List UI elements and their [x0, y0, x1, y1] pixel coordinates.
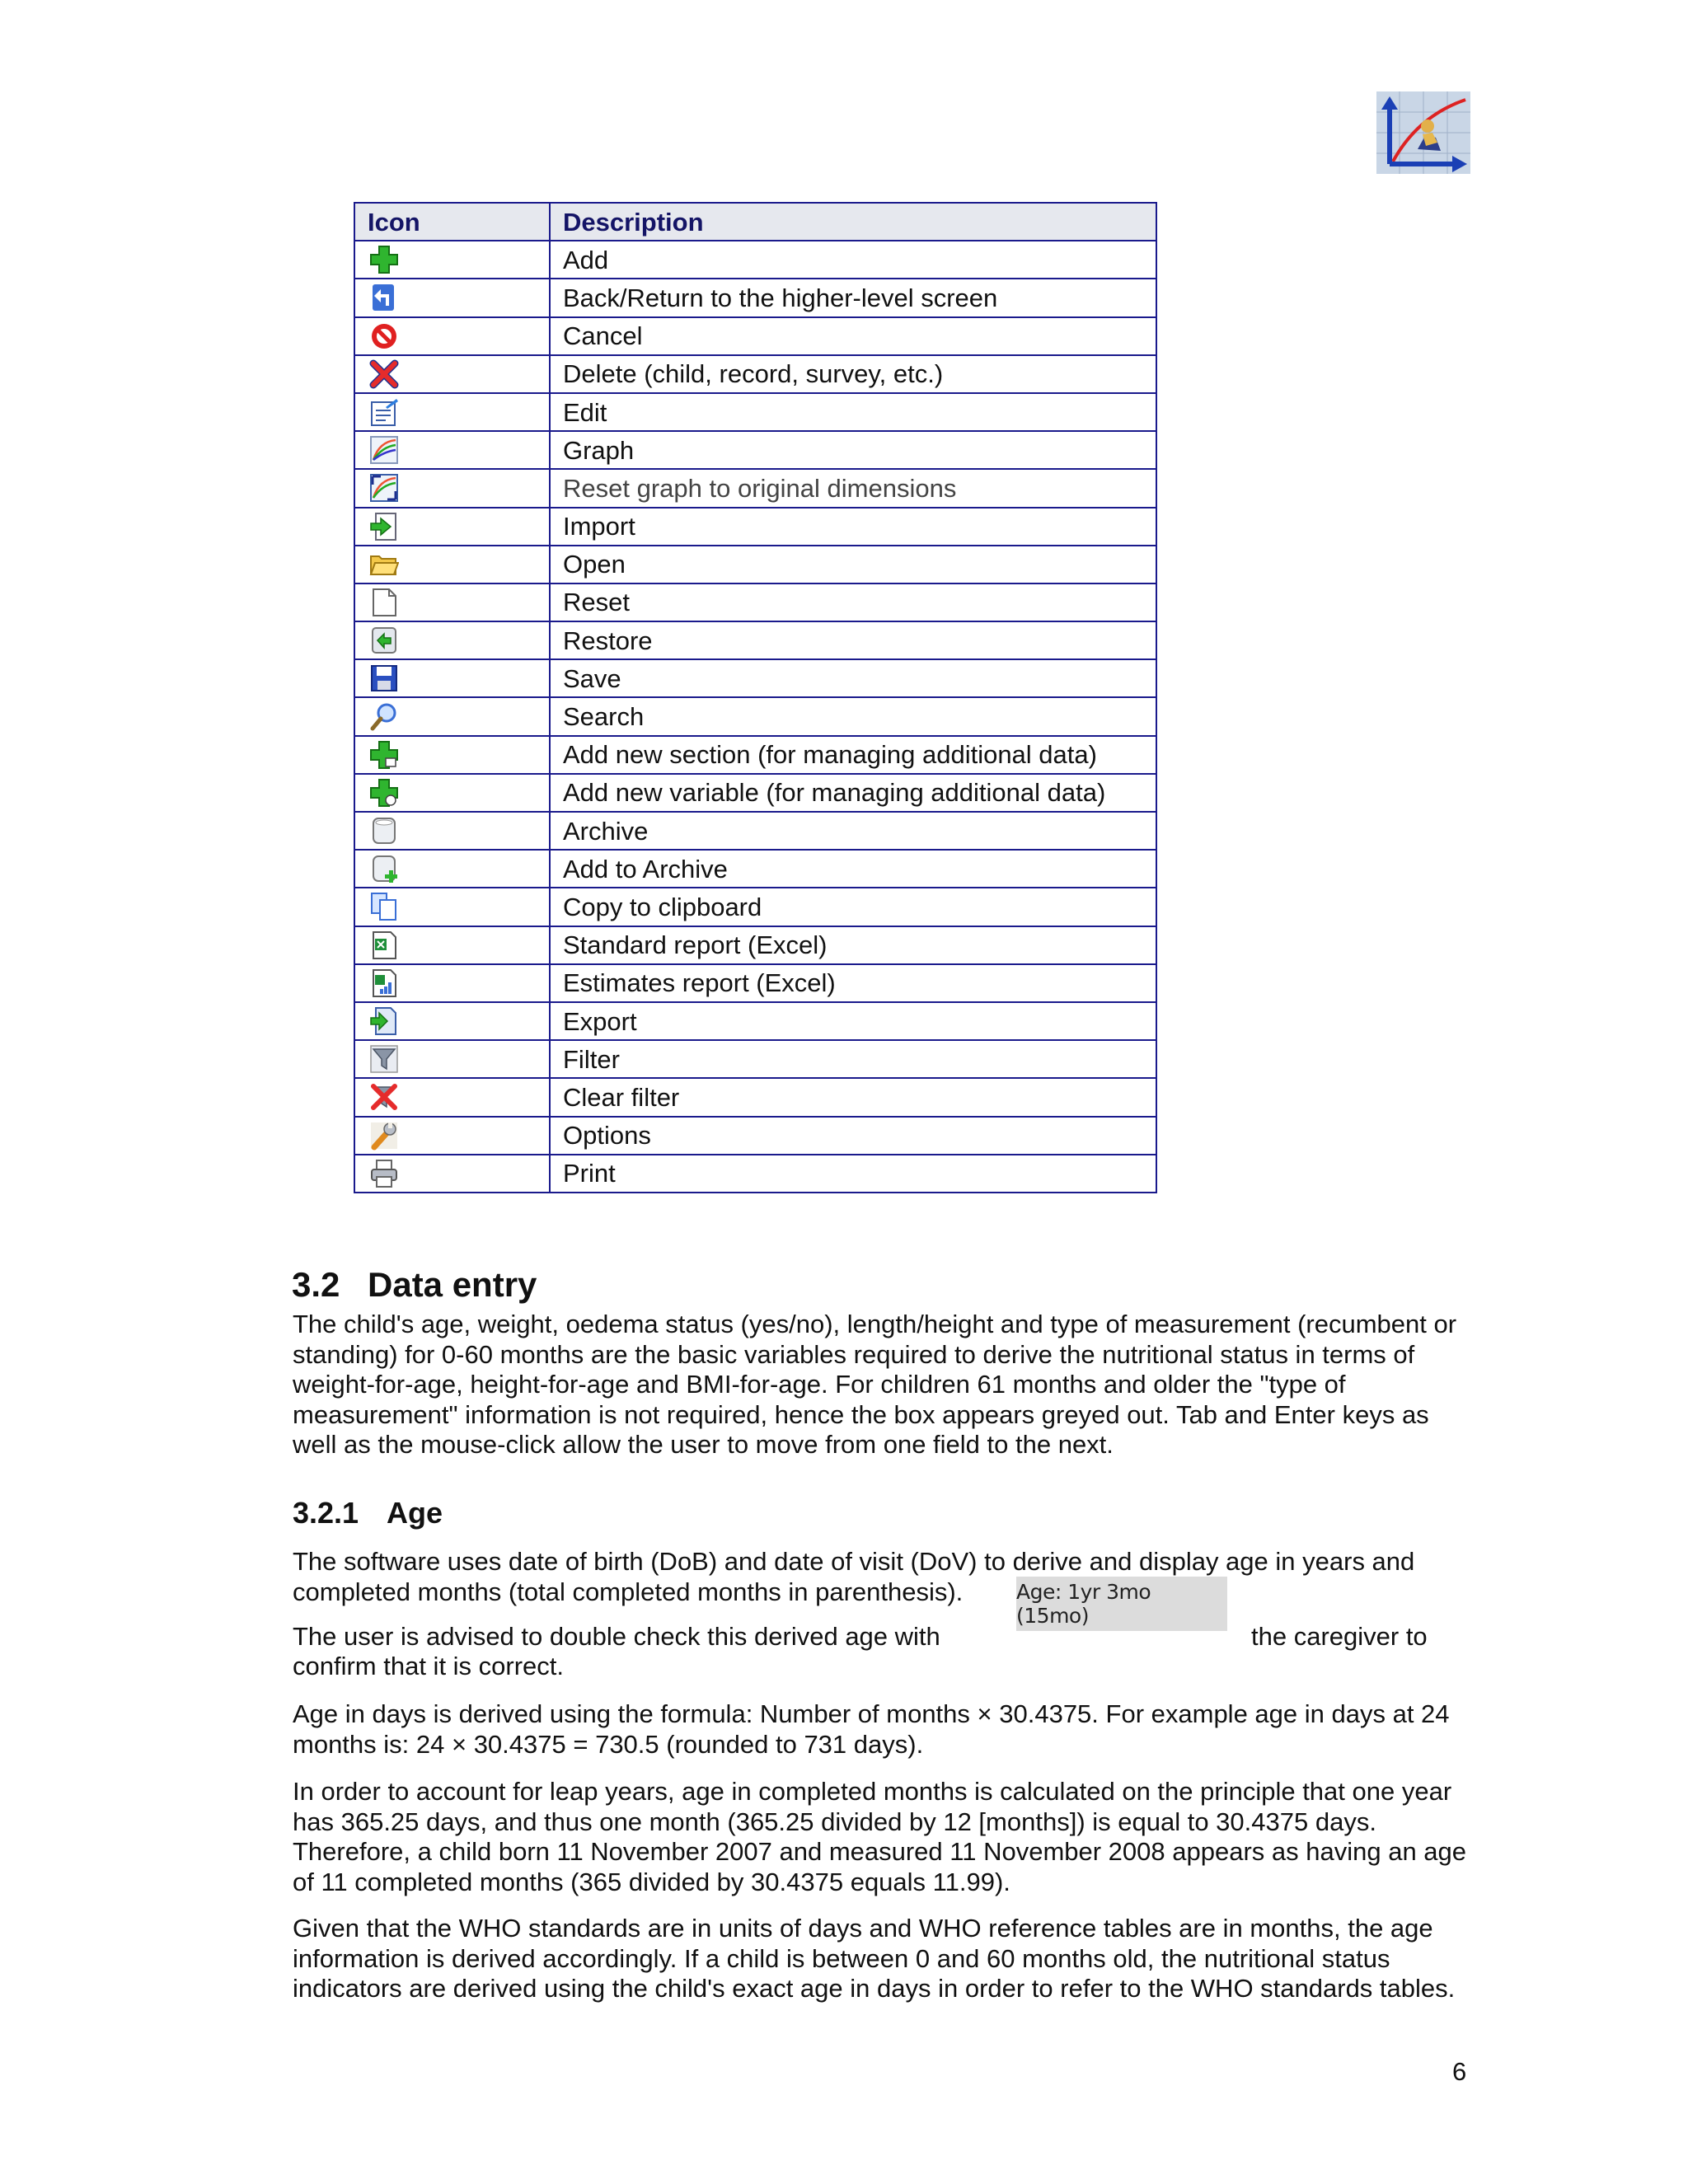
row-label: Archive [550, 812, 1156, 850]
age-display-box: Age: 1yr 3mo (15mo) [1016, 1577, 1227, 1631]
cancel-icon [369, 321, 399, 351]
reset-page-icon [369, 588, 399, 617]
section-heading [292, 1265, 537, 1305]
add-variable-icon [369, 778, 399, 808]
row-label: Delete (child, record, survey, etc.) [550, 355, 1156, 393]
table-row [354, 888, 1156, 926]
export-icon [369, 1006, 399, 1036]
table-row [354, 926, 1156, 964]
row-label: Copy to clipboard [550, 888, 1156, 926]
clear-filter-icon [369, 1082, 399, 1112]
table-row [354, 850, 1156, 888]
row-label: Filter [550, 1040, 1156, 1078]
graph-icon [369, 435, 399, 465]
row-label: Clear filter [550, 1078, 1156, 1116]
table-row [354, 469, 1156, 507]
page-number: 6 [1452, 2057, 1467, 2086]
archive-icon [369, 816, 399, 846]
search-icon [369, 702, 399, 732]
add-to-archive-icon [369, 854, 399, 883]
row-label: Print [550, 1155, 1156, 1193]
description-column-header: Description [550, 203, 1156, 241]
import-icon [369, 512, 399, 541]
row-label: Reset graph to original dimensions [550, 469, 1156, 507]
age-paragraph-4: In order to account for leap years, age in completed months is calculated on the principle that one year has 365.25 days, and thus one month (365.25 divided by 12 [months]) is equal to 30.4375 days. Therefore, a child born 11 November 2007 and measured 11 November 2008 appears as having an age of 11 completed months (365 divided by 30.4375 equals 11.99). [293, 1777, 1467, 1896]
row-label: Import [550, 508, 1156, 546]
back-icon [369, 283, 399, 312]
age-paragraph-2-after: the caregiver to [1251, 1622, 1428, 1651]
icon-column-header: Icon [354, 203, 550, 241]
age-paragraph-1: The software uses date of birth (DoB) and date of visit (DoV) to derive and display age in years and completed months (total completed months in parenthesis). [293, 1547, 1415, 1606]
subsection-number: 3.2.1 [293, 1496, 359, 1530]
icon-legend-table [354, 202, 1157, 1193]
table-row [354, 317, 1156, 355]
table-row [354, 546, 1156, 583]
table-row [354, 812, 1156, 850]
row-label: Graph [550, 431, 1156, 469]
restore-icon [369, 626, 399, 655]
table-row [354, 431, 1156, 469]
table-row [354, 1002, 1156, 1040]
intro-paragraph: The child's age, weight, oedema status (yes/no), length/height and type of measurement (recumbent or standing) for 0-60 months are the basic variables required to derive the nutritional status in terms of weight-for-age, height-for-age and BMI-for-age. For children 61 months and older the "type of measurement" information is not required, hence the box appears greyed out. Tab and Enter keys as well as the mouse-click allow the user to move from one field to the next. [293, 1310, 1457, 1459]
filter-icon [369, 1044, 399, 1074]
section-title: Data entry [368, 1265, 537, 1304]
table-row [354, 621, 1156, 659]
table-row [354, 736, 1156, 774]
subsection-heading [293, 1496, 443, 1530]
table-row [354, 355, 1156, 393]
row-label: Estimates report (Excel) [550, 964, 1156, 1002]
table-row [354, 279, 1156, 316]
table-row [354, 1040, 1156, 1078]
section-intro [293, 1310, 1479, 1460]
open-folder-icon [369, 550, 399, 579]
table-row [354, 1117, 1156, 1155]
table-row [354, 659, 1156, 697]
row-label: Search [550, 697, 1156, 735]
age-paragraph-3: Age in days is derived using the formula: Number of months × 30.4375. For example age in days at 24 months is: 24 × 30.4375 = 730.5 (rounded to 731 days). [293, 1699, 1450, 1759]
row-label: Reset [550, 583, 1156, 621]
row-label: Add to Archive [550, 850, 1156, 888]
row-label: Back/Return to the higher-level screen [550, 279, 1156, 316]
table-header-row [354, 203, 1156, 241]
row-label: Add new section (for managing additional data) [550, 736, 1156, 774]
p2-before: The user is advised to double check this derived age with [293, 1622, 940, 1651]
row-label: Save [550, 659, 1156, 697]
table-row [354, 774, 1156, 812]
row-label: Export [550, 1002, 1156, 1040]
age-paragraph-5: Given that the WHO standards are in units of days and WHO reference tables are in months, the age information is derived accordingly. If a child is between 0 and 60 months old, the nutritional status indicators are derived using the child's exact age in days in order to refer to the WHO standards tables. [293, 1914, 1456, 2003]
estimates-report-icon [369, 968, 399, 998]
excel-report-icon [369, 930, 399, 960]
table-row [354, 241, 1156, 279]
table-row [354, 583, 1156, 621]
age-paragraph-2-end: confirm that it is correct. [293, 1652, 565, 1680]
save-icon [369, 663, 399, 693]
row-label: Standard report (Excel) [550, 926, 1156, 964]
section-number: 3.2 [292, 1265, 340, 1304]
options-wrench-icon [369, 1121, 399, 1151]
subsection-title: Age [387, 1496, 443, 1530]
table-row [354, 508, 1156, 546]
add-section-icon [369, 740, 399, 770]
add-icon [369, 245, 399, 274]
reset-graph-icon [369, 473, 399, 503]
row-label: Cancel [550, 317, 1156, 355]
who-anthro-logo [1376, 91, 1470, 174]
table-row [354, 1155, 1156, 1193]
row-label: Open [550, 546, 1156, 583]
table-row [354, 964, 1156, 1002]
table-row [354, 393, 1156, 431]
edit-icon [369, 397, 399, 427]
table-row [354, 697, 1156, 735]
row-label: Restore [550, 621, 1156, 659]
print-icon [369, 1159, 399, 1188]
delete-icon [369, 359, 399, 389]
row-label: Add [550, 241, 1156, 279]
row-label: Edit [550, 393, 1156, 431]
table-row [354, 1078, 1156, 1116]
row-label: Options [550, 1117, 1156, 1155]
copy-icon [369, 892, 399, 921]
row-label: Add new variable (for managing additional data) [550, 774, 1156, 812]
